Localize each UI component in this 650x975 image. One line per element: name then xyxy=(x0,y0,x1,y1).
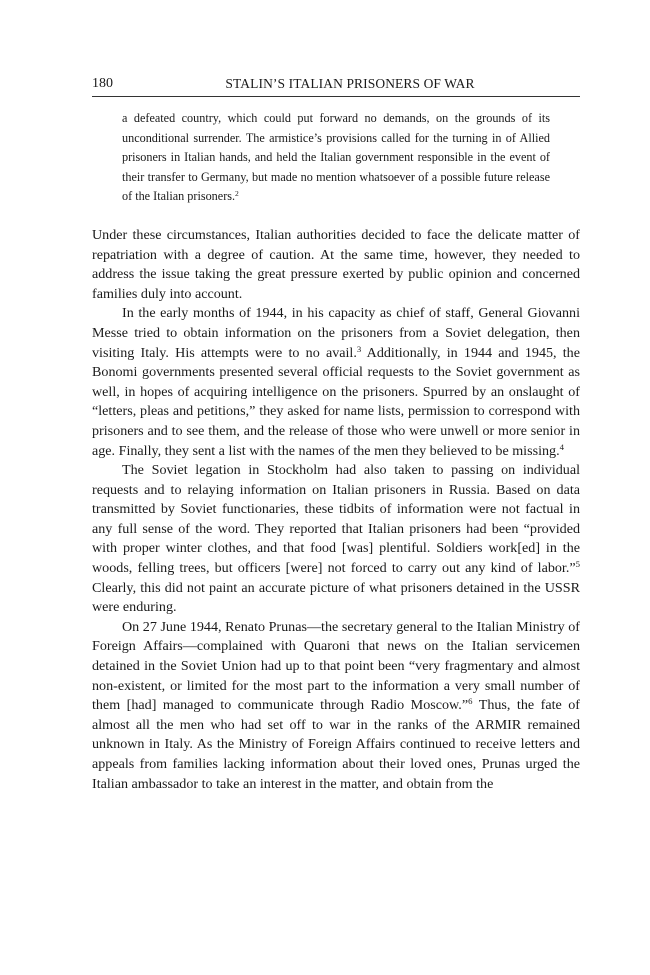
footnote-marker: 5 xyxy=(575,559,580,570)
paragraph-text: On 27 June 1944, Renato Prunas—the secretary general to the Italian Ministry of Foreign Affairs—complained with Quaroni that news on the Italian servicemen detained in the Soviet Union had up to that point been “very fragmentary and almost non-existent, or limited for the most part to the information a very small number of them [had] managed to communicate through Radio Moscow.” xyxy=(92,618,580,714)
block-quote xyxy=(122,109,550,207)
block-quote-text: a defeated country, which could put forward no demands, on the grounds of its unconditional surrender. The armistice’s provisions called for the turning in of Allied prisoners in Italian hands, and held the Italian government responsible in the event of their transfer to Germany, but made no mention whatsoever of a possible future release of the Italian prisoners. xyxy=(122,111,550,204)
paragraph-text: Additionally, in 1944 and 1945, the Bonomi governments presented several official requests to the Soviet government as well, in hopes of acquiring intelligence on the prisoners. Spurred by an onslaught of “letters, pleas and petitions,” they asked for name lists, permission to correspond with prisoners and to see them, and the release of those who were unwell or more senior in age. Finally, they sent a list with the names of the men they believed to be missing. xyxy=(92,344,580,459)
page-number: 180 xyxy=(92,76,113,91)
paragraph-text: The Soviet legation in Stockholm had also taken to passing on individual requests and to relaying information on Italian prisoners in Russia. Based on data transmitted by Soviet functionaries, these tidbits of information were not factual in any full sense of the word. They reported that Italian prisoners had been “provided with proper winter clothes, and that food [was] plentiful. Soldiers work[ed] in the woods, felling trees, but officers [were] not forced to carry out any kind of labor.” xyxy=(92,462,580,577)
paragraph xyxy=(92,226,580,304)
running-title: STALIN’S ITALIAN PRISONERS OF WAR xyxy=(225,76,475,91)
body-text xyxy=(92,226,580,794)
footnote-marker: 3 xyxy=(356,343,362,354)
running-header xyxy=(92,74,580,97)
paragraph-text: Under these circumstances, Italian authorities decided to face the delicate matter of repatriation with a degree of caution. At the same time, however, they needed to address the issue taking the great pressure exerted by public opinion and concerned families duly into account. xyxy=(92,226,580,302)
paragraph-text: In the early months of 1944, in his capacity as chief of staff, General Giovanni Messe tried to obtain information on the prisoners from a Soviet delegation, then visiting Italy. His attempts were to no avail. xyxy=(92,305,580,361)
paragraph-text: Thus, the fate of almost all the men who had set off to war in the ranks of the ARMIR remained unknown in Italy. As the Ministry of Foreign Affairs continued to receive letters and appeals from families lacking information about their loved ones, Prunas urged the Italian ambassador to take an interest in the matter, and obtain from the xyxy=(92,697,581,792)
paragraph xyxy=(92,461,580,618)
paragraph xyxy=(92,304,580,461)
footnote-marker: 2 xyxy=(235,189,239,199)
footnote-marker: 6 xyxy=(468,696,473,707)
book-page xyxy=(92,74,580,794)
paragraph-text: Clearly, this did not paint an accurate picture of what prisoners detained in the USSR were enduring. xyxy=(92,579,580,616)
footnote-marker: 4 xyxy=(559,441,564,452)
paragraph xyxy=(92,618,580,794)
